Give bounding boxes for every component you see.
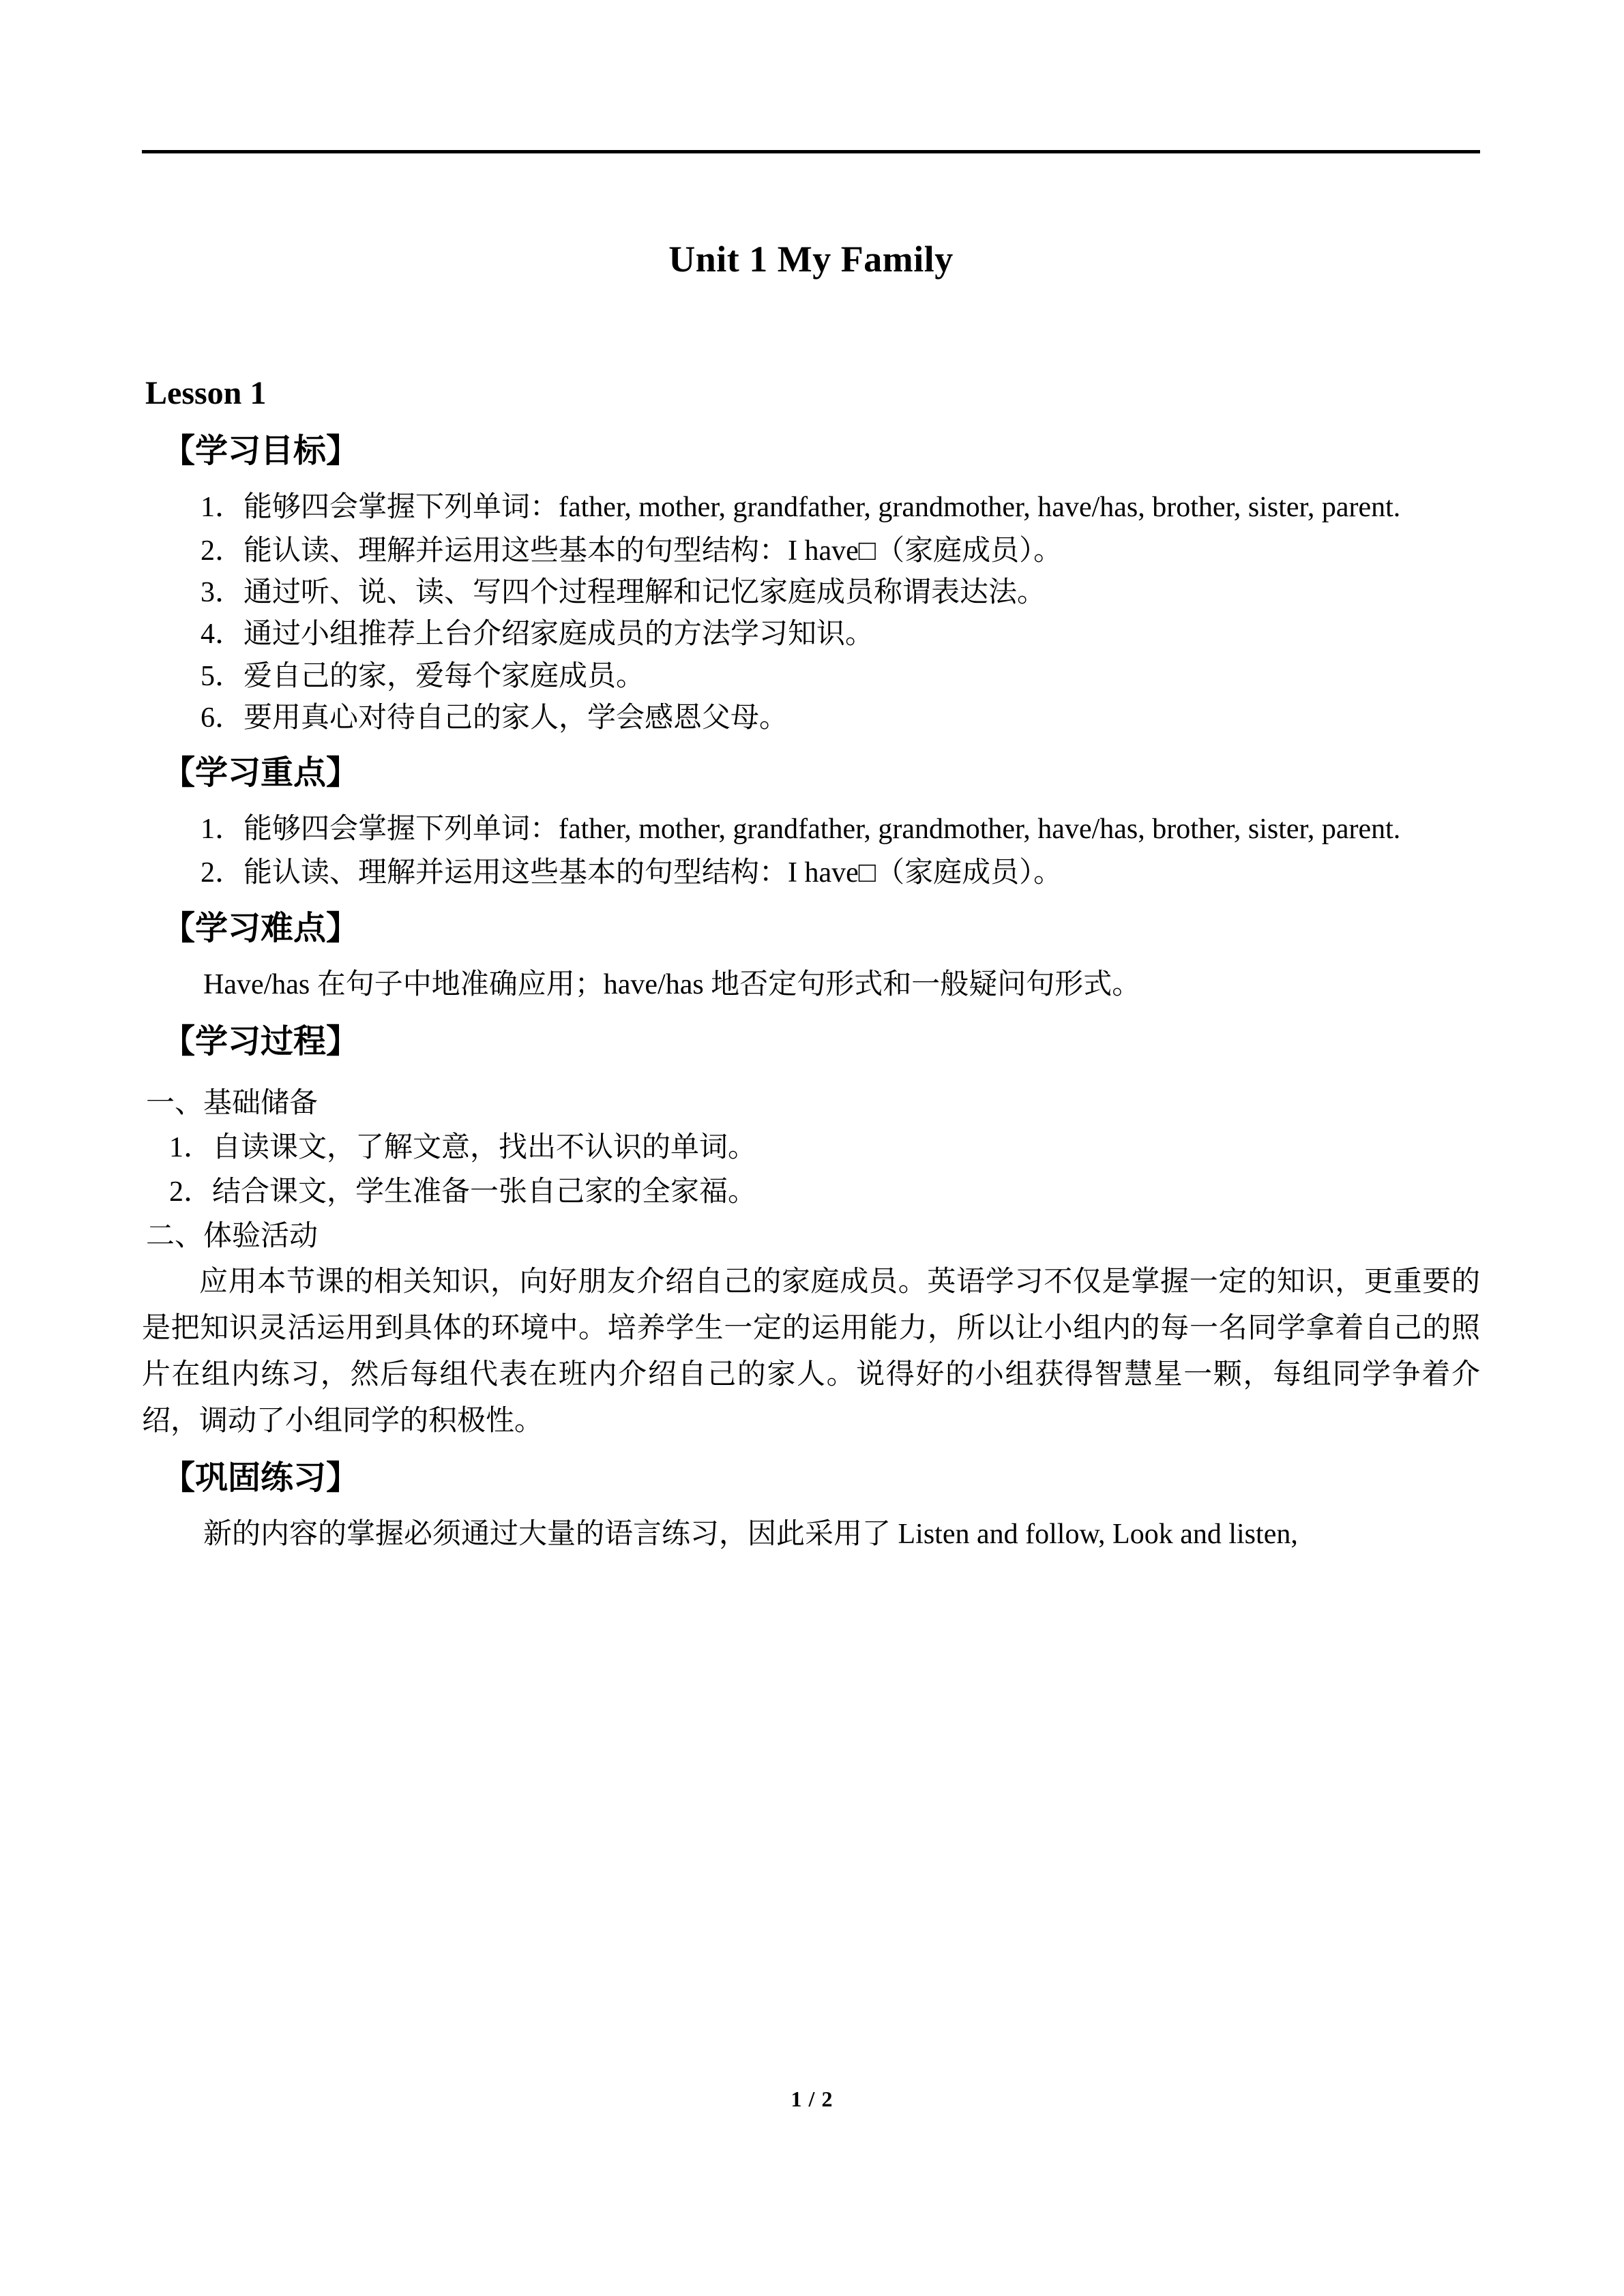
- spacer: [142, 799, 1480, 806]
- difficulties-body: Have/has 在句子中地准确应用；have/has 地否定句形式和一般疑问句形式。: [203, 968, 1141, 1000]
- section-heading-process: 【学习过程】: [162, 1023, 359, 1060]
- spacer: [142, 1504, 1480, 1511]
- objective-item-4: 4．通过小组推荐上台介绍家庭成员的方法学习知识。: [201, 618, 874, 651]
- spacer: [142, 1008, 1480, 1015]
- section-heading-difficulties: 【学习难点】: [162, 910, 359, 946]
- objective-item-6: 6．要用真心对待自己的家人，学会感恩父母。: [201, 702, 788, 734]
- spacer: [142, 1444, 1480, 1451]
- key-point-item-1: 1．能够四会掌握下列单词：father, mother, grandfather, grandmother, have/has, brother, sister, parent.: [201, 814, 1401, 846]
- spacer: [142, 739, 1480, 746]
- process-part-two-paragraph: 应用本节课的相关知识，向好朋友介绍自己的家庭成员。英语学习不仅是掌握一定的知识，更重要的是把知识灵活运用到具体的环境中。培养学生一定的运用能力，所以让小组内的每一名同学拿着自己的照片在组内练习，然后每组代表在班内介绍自己的家人。说得好的小组获得智慧星一颗，每组同学争着介绍，调动了小组同学的积极性。: [142, 1266, 1480, 1437]
- objective-item-2: 2．能认读、理解并运用这些基本的句型结构：I have□（家庭成员）。: [201, 535, 1063, 567]
- objective-item-5: 5．爱自己的家，爱每个家庭成员。: [201, 660, 645, 692]
- spacer: [142, 955, 1480, 961]
- spacer: [142, 1068, 1480, 1082]
- section-heading-key-points: 【学习重点】: [162, 755, 359, 792]
- spacer: [142, 895, 1480, 901]
- process-part-one-item-2: 2．结合课文，学生准备一张自己家的全家福。: [169, 1176, 757, 1208]
- spacer: [142, 477, 1480, 484]
- process-part-one-item-1: 1．自读课文，了解文意，找出不认识的单词。: [169, 1131, 757, 1163]
- document-body: [142, 374, 1480, 1557]
- consolidation-paragraph: 新的内容的掌握必须通过大量的语言练习，因此采用了 Listen and follow, Look and listen,: [203, 1519, 1298, 1551]
- objective-item-1: 1．能够四会掌握下列单词：father, mother, grandfather, grandmother, have/has, brother, sister, parent.: [201, 491, 1401, 523]
- process-part-one-label: 一、基础储备: [146, 1087, 319, 1119]
- key-point-item-2: 2．能认读、理解并运用这些基本的句型结构：I have□（家庭成员）。: [201, 857, 1063, 889]
- section-heading-objectives: 【学习目标】: [162, 432, 359, 469]
- section-heading-consolidation: 【巩固练习】: [162, 1460, 359, 1497]
- process-part-two-label: 二、体验活动: [146, 1220, 319, 1252]
- lesson-heading: Lesson 1: [145, 375, 267, 411]
- header-divider: [142, 150, 1480, 153]
- page-title: Unit 1 My Family: [668, 239, 954, 280]
- page-number: 1 / 2: [791, 2087, 833, 2111]
- objective-item-3: 3．通过听、说、读、写四个过程理解和记忆家庭成员称谓表达法。: [201, 576, 1046, 608]
